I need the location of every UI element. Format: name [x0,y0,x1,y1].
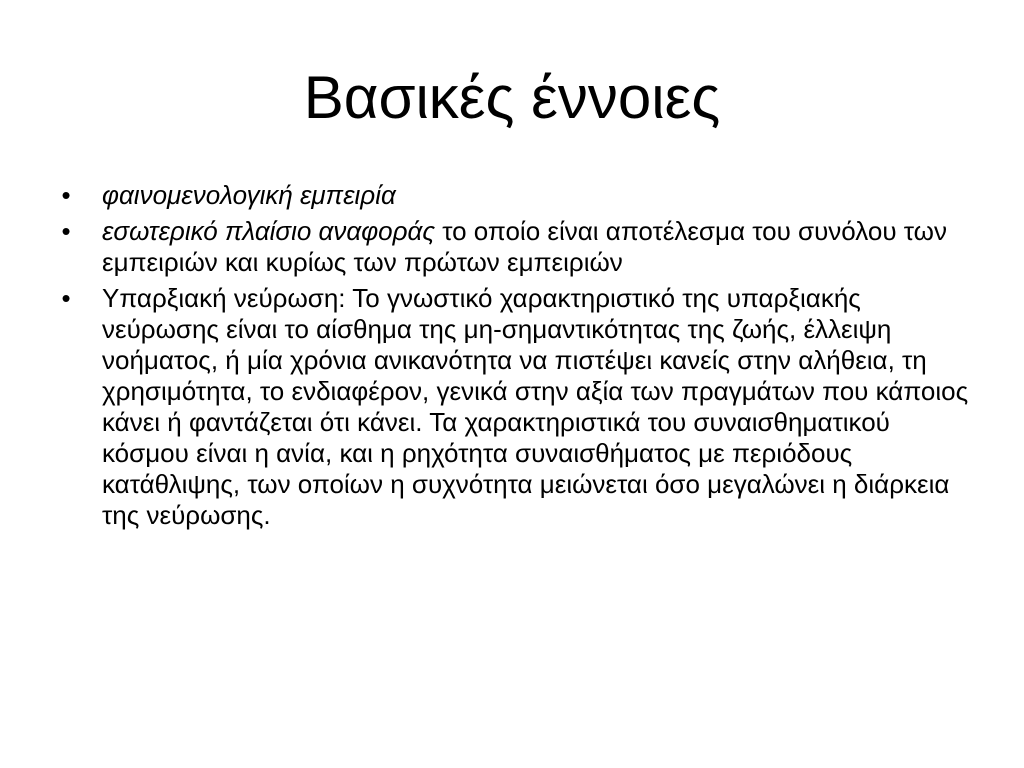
bullet-item-existential-neurosis [56,283,976,531]
bullet-item-frame-of-reference [56,216,976,278]
bullet-marker: • [61,180,71,210]
bullet-marker: • [61,283,71,313]
bullet-text: Υπαρξιακή νεύρωση: Το γνωστικό χαρακτηριστικό της υπαρξιακής νεύρωσης είναι το αίσθημα της μη-σημαντικότητας της ζωής, έλλειψη νοήματος, ή μία χρόνια ανικανότητα να πιστέψει κανείς στην αλήθεια, τη χρησιμότητα, το ενδιαφέρον, γενικά στην αξία των πραγμάτων που κάποιος κάνει ή φαντάζεται ότι κάνει. Τα χαρακτηριστικά του συναισθηματικού κόσμου είναι η ανία, και η ρηχότητα συναισθήματος με περιόδους κατάθλιψης, των οποίων η συχνότητα μειώνεται όσο μεγαλώνει η διάρκεια της νεύρωσης. [102,283,969,530]
bullet-text: το οποίο είναι αποτέλεσμα του συνόλου των εμπειριών και κυρίως των πρώτων εμπειριών [102,216,947,277]
bullet-marker: • [61,216,71,246]
bullet-list [56,180,976,536]
slide-title: Βασικές έννοιες [303,64,721,131]
bullet-item-phenomenological [56,180,976,211]
bullet-italic-text: φαινομενολογική εμπειρία [102,180,396,210]
bullet-italic-text: εσωτερικό πλαίσιο αναφοράς [102,216,435,246]
